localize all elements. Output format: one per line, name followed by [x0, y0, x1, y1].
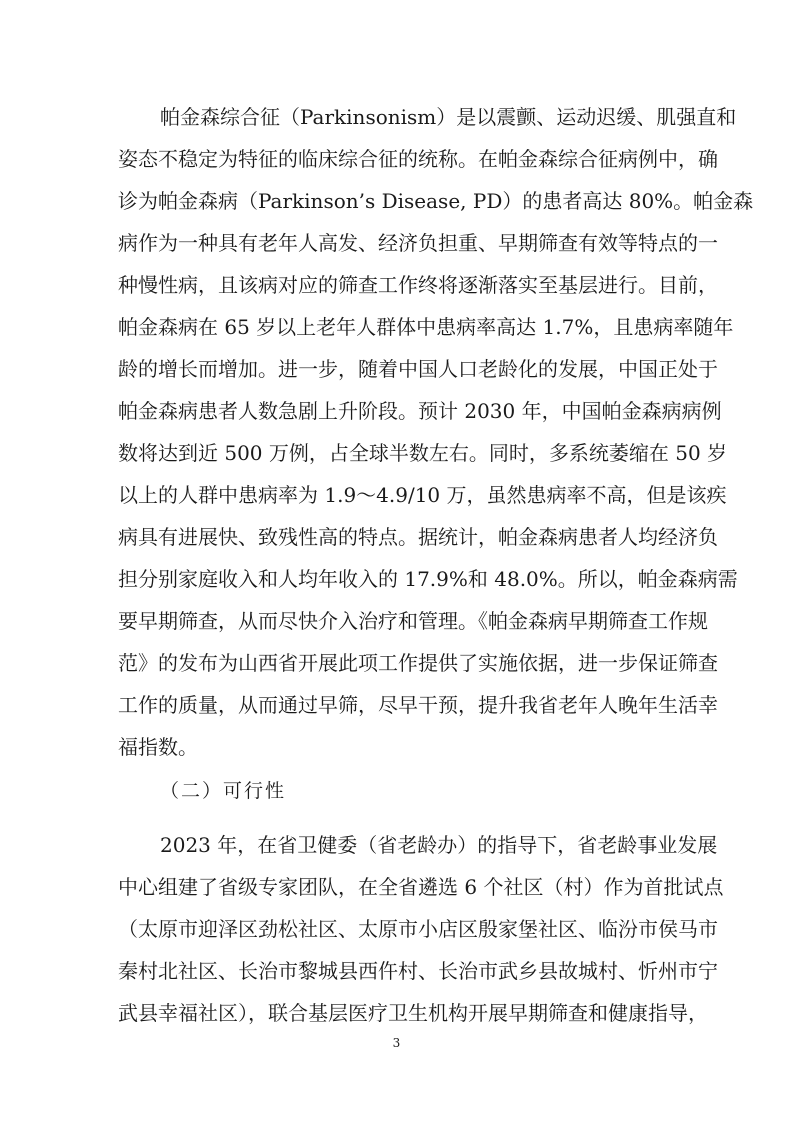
paragraph-line: （太原市迎泽区劲松社区、太原市小店区殷家堡社区、临汾市侯马市 — [118, 917, 718, 941]
paragraph-line: 帕金森病患者人数急剧上升阶段。预计 2030 年，中国帕金森病病例 — [118, 399, 722, 423]
paragraph-line: 范》的发布为山西省开展此项工作提供了实施依据，进一步保证筛查 — [118, 651, 718, 675]
paragraph-line: 秦村北社区、长治市黎城县西仵村、长治市武乡县故城村、忻州市宁 — [118, 959, 718, 983]
paragraph-line: 病作为一种具有老年人高发、经济负担重、早期筛查有效等特点的一 — [118, 231, 718, 255]
paragraph-line: 数将达到近 500 万例，占全球半数左右。同时，多系统萎缩在 50 岁 — [118, 441, 728, 465]
paragraph-line: 姿态不稳定为特征的临床综合征的统称。在帕金森综合征病例中，确 — [118, 147, 718, 171]
paragraph-line: 福指数。 — [118, 735, 198, 759]
paragraph-line: 帕金森综合征（Parkinsonism）是以震颤、运动迟缓、肌强直和 — [160, 105, 737, 129]
section-heading: （二）可行性 — [160, 780, 287, 802]
paragraph-line: 2023 年，在省卫健委（省老龄办）的指导下，省老龄事业发展 — [160, 833, 718, 857]
paragraph-line: 武县幸福社区），联合基层医疗卫生机构开展早期筛查和健康指导， — [118, 1001, 708, 1025]
paragraph-line: 诊为帕金森病（Parkinson’s Disease, PD）的患者高达 80%。帕金森 — [118, 189, 754, 213]
paragraph-line: 要早期筛查，从而尽快介入治疗和管理。《帕金森病早期筛查工作规 — [118, 609, 708, 633]
paragraph-line: 以上的人群中患病率为 1.9～4.9/10 万，虽然患病率不高，但是该疾 — [118, 483, 727, 507]
paragraph-line: 工作的质量，从而通过早筛，尽早干预，提升我省老年人晚年生活幸 — [118, 693, 718, 717]
page-number: 3 — [392, 1036, 401, 1050]
paragraph-line: 种慢性病，且该病对应的筛查工作终将逐渐落实至基层进行。目前， — [118, 273, 718, 297]
paragraph-line: 担分别家庭收入和人均年收入的 17.9%和 48.0%。所以，帕金森病需 — [118, 567, 738, 591]
paragraph-line: 龄的增长而增加。进一步，随着中国人口老龄化的发展，中国正处于 — [118, 357, 718, 381]
paragraph-line: 病具有进展快、致残性高的特点。据统计，帕金森病患者人均经济负 — [118, 525, 718, 549]
paragraph-line: 中心组建了省级专家团队，在全省遴选 6 个社区（村）作为首批试点 — [118, 875, 724, 899]
paragraph-line: 帕金森病在 65 岁以上老年人群体中患病率高达 1.7%，且患病率随年 — [118, 315, 734, 339]
